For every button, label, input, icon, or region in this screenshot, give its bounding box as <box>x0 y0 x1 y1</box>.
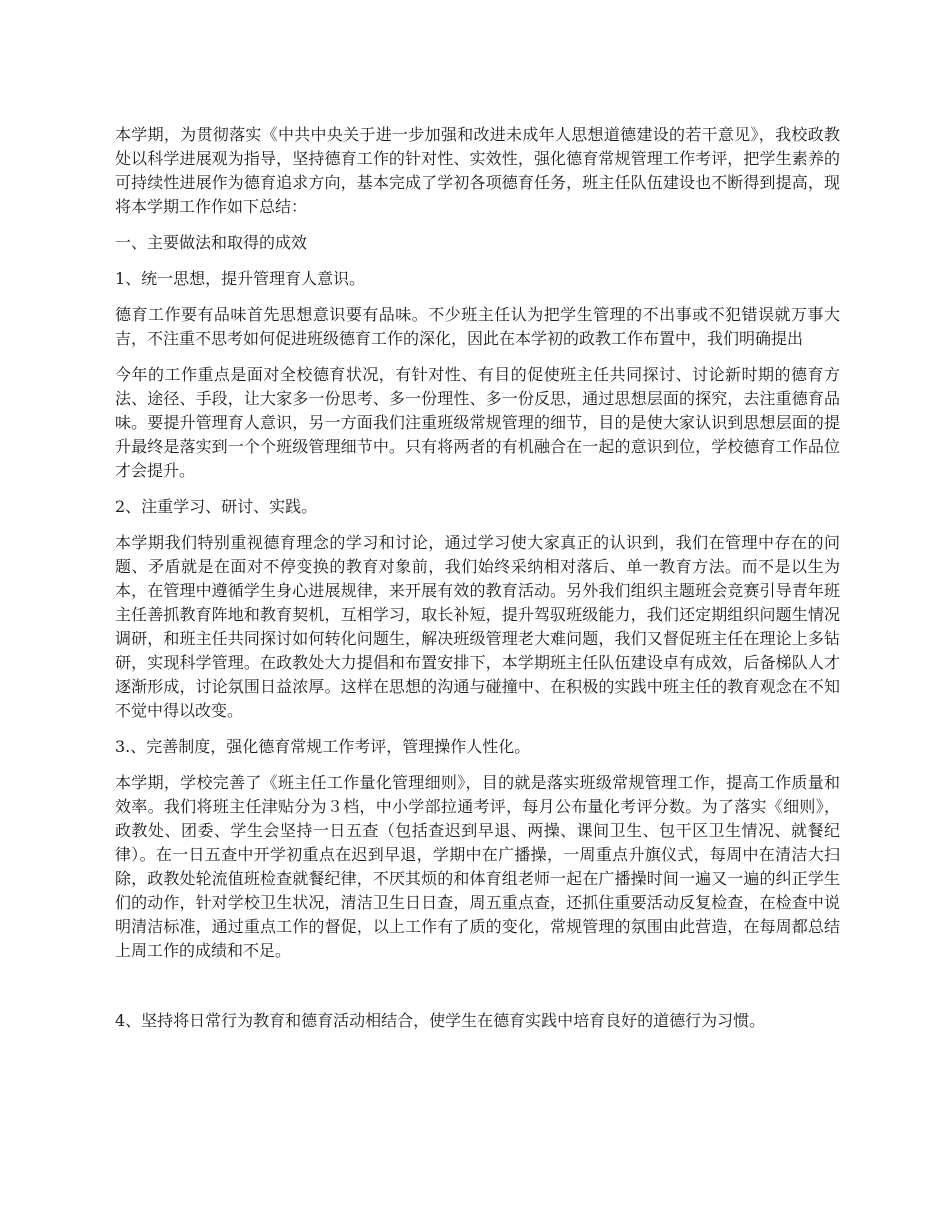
subheading-3: 3.、完善制度，强化德育常规工作考评，管理操作人性化。 <box>115 737 531 756</box>
paragraph-3: 本学期，学校完善了《班主任工作量化管理细则》，目的就是落实班级常规管理工作，提高工作质量和效率。我们将班主任津贴分为３档，中小学部拉通考评，每月公布量化考评分数。为了落实《细则》，政教处、团委、学生会坚持一日五查（包括查迟到早退、两操、课间卫生、包干区卫生情况、就餐纪律）。在一日五查中开学初重点在迟到早退，学期中在广播操，一周重点升旗仪式，每周中在清洁大扫除，政教处轮流值班检查就餐纪律，不厌其烦的和体育组老师一起在广播操时间一遍又一遍的纠正学生们的动作，针对学校卫生状况，清洁卫生日日查，周五重点查，还抓住重要活动反复检查，在检查中说明清洁标准，通过重点工作的督促，以上工作有了质的变化，常规管理的氛围由此营造，在每周都总结上周工作的成绩和不足。 <box>115 773 840 960</box>
paragraph-1b: 今年的工作重点是面对全校德育状况，有针对性、有目的促使班主任共同探讨、讨论新时期的德育方法、途径、手段，让大家多一份思考、多一份理性、多一份反思，通过思想层面的探究，去注重德育品味。要提升管理育人意识，另一方面我们注重班级常规管理的细节，目的是使大家认识到思想层面的提升最终是落实到一个个班级管理细节中。只有将两者的有机融合在一起的意识到位，学校德育工作品位才会提升。 <box>115 365 840 480</box>
intro-paragraph: 本学期，为贯彻落实《中共中央关于进一步加强和改进未成年人思想道德建设的若干意见》，我校政教处以科学进展观为指导，坚持德育工作的针对性、实效性，强化德育常规管理工作考评，把学生素养的可持续性进展作为德育追求方向，基本完成了学初各项德育任务，班主任队伍建设也不断得到提高，现将本学期工作作如下总结： <box>115 125 840 216</box>
paragraph-2: 本学期我们特别重视德育理念的学习和讨论，通过学习使大家真正的认识到，我们在管理中存在的问题、矛盾就是在面对不停变换的教育对象前，我们始终采纳相对落后、单一教育方法。而不是以生为本，在管理中遵循学生身心进展规律，来开展有效的教育活动。另外我们组织主题班会竞赛引导青年班主任善抓教育阵地和教育契机，互相学习，取长补短，提升驾驭班级能力，我们还定期组织问题生情况调研，和班主任共同探讨如何转化问题生，解决班级管理老大难问题，我们又督促班主任在理论上多钻研，实现科学管理。在政教处大力提倡和布置安排下，本学期班主任队伍建设卓有成效，后备梯队人才逐渐形成，讨论氛围日益浓厚。这样在思想的沟通与碰撞中、在积极的实践中班主任的教育观念在不知不觉中得以改变。 <box>115 533 840 720</box>
subheading-4: 4、坚持将日常行为教育和德育活动相结合，使学生在德育实践中培育良好的道德行为习惯。 <box>115 1011 766 1030</box>
subheading-2: 2、注重学习、研讨、实践。 <box>115 497 318 516</box>
document-body <box>115 123 840 1045</box>
section-heading-main-practices: 一、主要做法和取得的成效 <box>115 233 308 252</box>
paragraph-1a: 德育工作要有品味首先思想意识要有品味。不少班主任认为把学生管理的不出事或不犯错误就万事大吉，不注重不思考如何促进班级德育工作的深化，因此在本学初的政教工作布置中，我们明确提出 <box>115 305 840 348</box>
subheading-1: 1、统一思想，提升管理育人意识。 <box>115 269 366 288</box>
